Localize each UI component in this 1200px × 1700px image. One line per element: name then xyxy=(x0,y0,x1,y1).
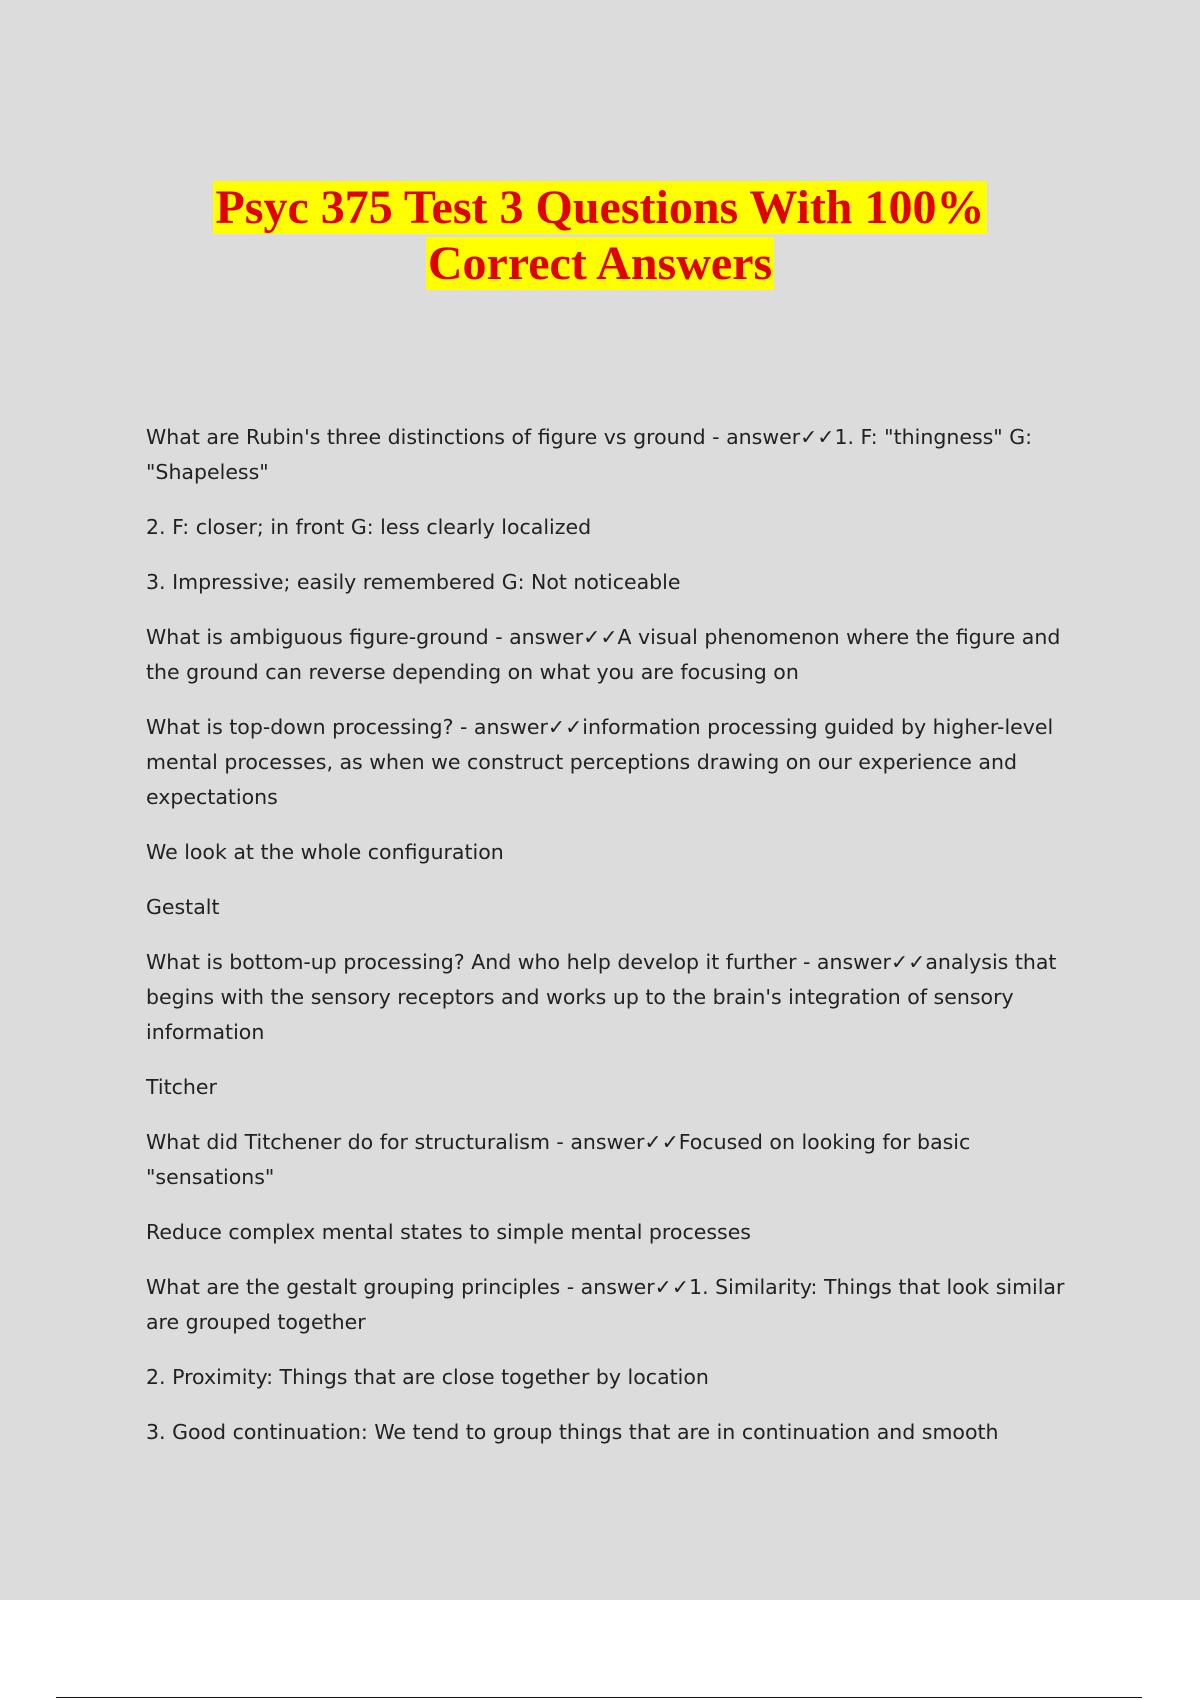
paragraph-titchener-structuralism: What did Titchener do for structuralism - answer✓✓Focused on looking for basic "sensations" xyxy=(146,1130,971,1189)
paragraph-gestalt: Gestalt xyxy=(146,895,220,919)
paragraph-rubin-distinctions: What are Rubin's three distinctions of figure vs ground - answer✓✓1. F: "thingness" G: "Shapeless" xyxy=(146,425,1033,484)
paragraph-ambiguous-figure-ground: What is ambiguous figure-ground - answer✓✓A visual phenomenon where the figure and the ground can reverse depending on what you are focusing on xyxy=(146,625,1061,684)
paragraph-good-continuation: 3. Good continuation: We tend to group things that are in continuation and smooth xyxy=(146,1420,999,1444)
paragraph-rubin-point-2: 2. F: closer; in front G: less clearly localized xyxy=(146,515,592,539)
paragraph-rubin-point-3: 3. Impressive; easily remembered G: Not noticeable xyxy=(146,570,681,594)
title-line-1: Psyc 375 Test 3 Questions With 100% xyxy=(215,181,985,234)
title-line-2: Correct Answers xyxy=(427,237,773,290)
paragraph-gestalt-grouping: What are the gestalt grouping principles - answer✓✓1. Similarity: Things that look similar are grouped together xyxy=(146,1275,1065,1334)
paragraph-whole-configuration: We look at the whole configuration xyxy=(146,840,504,864)
paragraph-titcher: Titcher xyxy=(146,1075,217,1099)
document-body xyxy=(146,420,1086,1470)
paragraph-top-down-processing: What is top-down processing? - answer✓✓information processing guided by higher-level mental processes, as when we construct perceptions drawing on our experience and expectations xyxy=(146,715,1054,809)
paragraph-reduce-mental-states: Reduce complex mental states to simple mental processes xyxy=(146,1220,751,1244)
paragraph-bottom-up-processing: What is bottom-up processing? And who help develop it further - answer✓✓analysis that begins with the sensory receptors and works up to the brain's integration of sensory information xyxy=(146,950,1057,1044)
document-title xyxy=(0,180,1200,292)
paragraph-proximity: 2. Proximity: Things that are close together by location xyxy=(146,1365,709,1389)
footer-divider xyxy=(56,1697,1142,1698)
